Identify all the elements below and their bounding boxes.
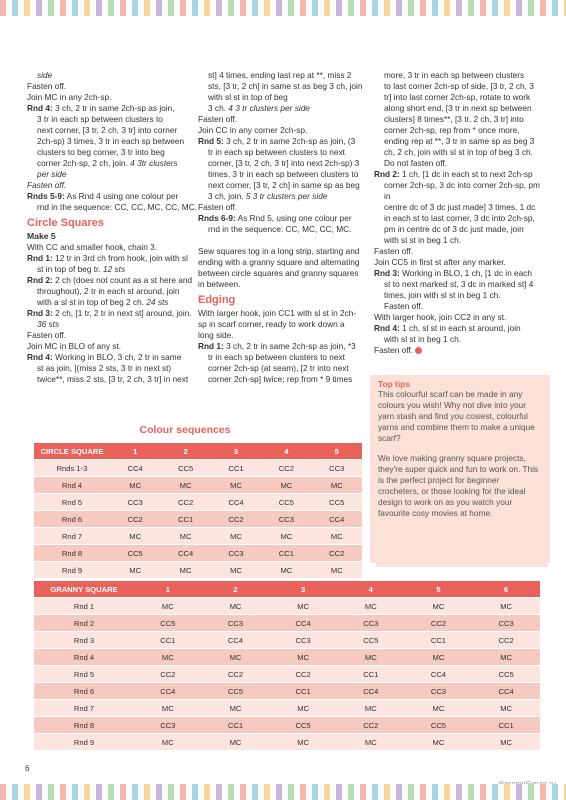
table-cell: MC — [337, 598, 405, 615]
text-line: Fasten off. — [198, 114, 238, 124]
text-line: corner 2ch-sp] twice; rep from * 9 times — [208, 374, 353, 384]
table-cell: CC5 — [261, 494, 311, 511]
table-cell: CC5 — [312, 494, 362, 511]
text-line: Fasten off. — [27, 180, 67, 190]
text-line: 36 sts — [37, 319, 60, 329]
text-line: Fasten off. — [27, 330, 67, 340]
subheading: Make 5 — [27, 231, 56, 241]
table-cell: CC2 — [312, 545, 362, 562]
table-cell: CC2 — [211, 511, 261, 528]
table-cell: MC — [337, 734, 405, 751]
text-line: times, join with sl st in beg 1 ch. — [384, 290, 501, 300]
table-cell: CC4 — [405, 666, 473, 683]
table-cell: CC3 — [312, 460, 362, 477]
row-label: Rnd 1 — [34, 598, 134, 615]
text-line: more, 3 tr in each sp between clusters — [384, 70, 525, 80]
table-cell: MC — [312, 562, 362, 579]
table-row — [34, 700, 540, 717]
table-cell: CC1 — [261, 545, 311, 562]
table-cell: CC5 — [405, 717, 473, 734]
text-line: Rnd 4: Working in BLO, 3 ch, 2 tr in same — [27, 352, 182, 362]
text-line: Fasten off. — [374, 345, 546, 356]
column-header: 2 — [160, 443, 210, 460]
text-line: centre dc of 3 dc just made] 3 times, 1 dc — [384, 202, 536, 212]
row-label: Rnd 9 — [34, 734, 134, 751]
table-cell: MC — [312, 477, 362, 494]
table-cell: CC2 — [160, 494, 210, 511]
table-cell: CC3 — [134, 717, 202, 734]
table-cell: MC — [202, 700, 270, 717]
table-row — [34, 562, 362, 579]
text-line: tr] into last corner 2ch-sp, rotate to work — [384, 92, 531, 102]
row-label: Rnds 1-3 — [34, 460, 110, 477]
table-cell: CC2 — [134, 666, 202, 683]
column-header: 2 — [202, 581, 270, 598]
table-cell: CC5 — [110, 545, 160, 562]
column-header: 5 — [405, 581, 473, 598]
text-line: ending with a granny square and alternating — [198, 257, 360, 267]
row-label: Rnd 6 — [34, 511, 110, 528]
text-line: with a sl st in top of beg 2 ch. 24 sts — [37, 297, 169, 307]
circle-square-table — [34, 443, 362, 578]
text-line: corner 2ch-sp, 2 ch, join. 4 3tr clusters — [37, 158, 178, 168]
table-cell: CC1 — [472, 717, 540, 734]
table-cell: CC2 — [110, 511, 160, 528]
row-label: Rnd 8 — [34, 717, 134, 734]
table-cell: CC3 — [269, 632, 337, 649]
table-cell: CC4 — [337, 683, 405, 700]
text-line: Rnd 4: 3 ch, 2 tr in same 2ch-sp as join, — [27, 103, 175, 113]
colour-sequences-title: Colour sequences — [139, 424, 231, 436]
table-cell: MC — [211, 477, 261, 494]
text-line: corner 2ch-sp, rep from * once more, — [384, 125, 520, 135]
table-cell: MC — [160, 477, 210, 494]
column-header: 4 — [261, 443, 311, 460]
table-cell: MC — [211, 528, 261, 545]
text-line: Join MC in any 2ch-sp. — [27, 92, 112, 102]
table-cell: MC — [312, 528, 362, 545]
text-line: Rnd 2: 1 ch, [1 dc in each st to next 2ch-sp — [374, 169, 533, 179]
table-cell: CC2 — [269, 666, 337, 683]
table-title-cell: CIRCLE SQUARE — [34, 443, 110, 460]
table-row — [34, 494, 362, 511]
text-line: with sl st in top of beg — [208, 92, 288, 102]
table-cell: CC3 — [337, 615, 405, 632]
text-line: sp in scarf corner, ready to work down a — [198, 319, 345, 329]
text-line: times, 3 tr in each sp between clusters to — [208, 169, 359, 179]
text-line: rnd in the sequence: CC, CC, MC, CC, MC. — [37, 202, 197, 212]
text-line: Join CC in any corner 2ch-sp. — [198, 125, 308, 135]
row-label: Rnd 4 — [34, 649, 134, 666]
table-cell: CC5 — [134, 615, 202, 632]
table-cell: MC — [261, 477, 311, 494]
text-line: pm in centre dc of 3 dc just made, join — [384, 224, 524, 234]
table-cell: CC5 — [337, 632, 405, 649]
table-cell: CC4 — [160, 545, 210, 562]
section-heading: Edging — [198, 294, 236, 306]
text-line: corner 2ch-sp, 3 dc into corner 2ch-sp, pm in — [384, 180, 540, 201]
table-cell: CC2 — [202, 666, 270, 683]
text-line: next corner, [3 tr, 2 ch, 3 tr] into corner — [37, 125, 178, 135]
table-cell: MC — [202, 649, 270, 666]
row-label: Rnd 3 — [34, 632, 134, 649]
text-line: Rnd 1: 12 tr in 3rd ch from hook, join with sl — [27, 253, 188, 263]
table-cell: CC4 — [202, 632, 270, 649]
text-line: twice**, miss 2 sts, [3 tr, 2 ch, 3 tr] in next — [37, 374, 189, 384]
text-line: 2ch-sp) 3 times, 3 tr in each sp between — [37, 136, 185, 146]
table-cell: CC2 — [337, 717, 405, 734]
table-cell: MC — [337, 649, 405, 666]
row-label: Rnd 5 — [34, 494, 110, 511]
text-line: sts, [3 tr, 2 ch] in same st as beg 3 ch, join — [208, 81, 363, 91]
row-label: Rnd 6 — [34, 683, 134, 700]
table-cell: CC5 — [472, 666, 540, 683]
table-cell: CC3 — [202, 615, 270, 632]
column-header: 5 — [312, 443, 362, 460]
text-line: rnd in the sequence: CC, MC, CC, MC. — [208, 224, 352, 234]
table-cell: MC — [134, 700, 202, 717]
table-cell: CC1 — [337, 666, 405, 683]
table-cell: MC — [134, 598, 202, 615]
table-cell: MC — [472, 734, 540, 751]
table-cell: CC2 — [261, 460, 311, 477]
text-line: in each st to last corner, 3 dc into 2ch-sp, — [384, 213, 535, 223]
text-line: per side — [37, 169, 67, 179]
table-cell: MC — [405, 700, 473, 717]
round-label: Rnd 4: — [27, 103, 53, 113]
text-line: Fasten off. — [27, 81, 67, 91]
row-label: Rnd 9 — [34, 562, 110, 579]
row-label: Rnd 7 — [34, 700, 134, 717]
text-line: ch, 2 ch, join with sl st in top of beg 3 ch. — [384, 147, 533, 157]
table-cell: MC — [269, 700, 337, 717]
table-cell: MC — [337, 700, 405, 717]
text-line: Rnd 3: Working in BLO, 1 ch, [1 dc in each — [374, 268, 533, 278]
table-cell: CC5 — [269, 717, 337, 734]
table-cell: CC5 — [160, 460, 210, 477]
table-cell: CC4 — [211, 494, 261, 511]
table-cell: MC — [472, 598, 540, 615]
table-cell: MC — [110, 477, 160, 494]
text-line: to last corner 2ch-sp of side, [3 tr, 2 ch, 3 — [384, 81, 534, 91]
table-cell: MC — [160, 562, 210, 579]
end-marker-icon — [415, 347, 422, 354]
table-cell: MC — [472, 700, 540, 717]
table-row — [34, 615, 540, 632]
table-cell: CC1 — [160, 511, 210, 528]
text-line: With CC and smaller hook, chain 3. — [27, 242, 158, 252]
table-cell: CC3 — [472, 615, 540, 632]
table-title-cell: GRANNY SQUARE — [34, 581, 134, 598]
table-cell: MC — [269, 734, 337, 751]
text-line: tr in each sp between clusters to next — [208, 352, 345, 362]
row-label: Rnd 2 — [34, 615, 134, 632]
table-cell: MC — [261, 528, 311, 545]
table-cell: MC — [202, 598, 270, 615]
row-label: Rnd 4 — [34, 477, 110, 494]
granny-square-table — [34, 581, 540, 750]
text-line: Join CC5 in first st after any marker. — [374, 257, 506, 267]
text-line: st in top of beg tr. 12 sts — [37, 264, 126, 274]
tips-paragraph: We love making granny square projects, they're super quick and fun to work on. This is the perfect project for beginner crocheters, or those looking for the ideal design to work on as you watch your favourite cosy movies at home. — [378, 453, 539, 518]
table-row — [34, 683, 540, 700]
table-cell: MC — [134, 734, 202, 751]
text-line: Rnd 5: 3 ch, 2 tr in same 2ch-sp as join, (3 — [198, 136, 356, 146]
text-line: Fasten off. — [384, 301, 424, 311]
text-line: Rnd 4: 1 ch, sl st in each st around, join — [374, 323, 521, 333]
table-cell: MC — [202, 734, 270, 751]
text-line: 3 ch, join. 5 3 tr clusters per side — [208, 191, 328, 201]
table-row — [34, 528, 362, 545]
table-cell: CC1 — [202, 717, 270, 734]
row-label: Rnd 8 — [34, 545, 110, 562]
table-cell: MC — [110, 562, 160, 579]
table-cell: CC1 — [269, 683, 337, 700]
text-line: st as join, [(miss 2 sts, 3 tr in next st) — [37, 363, 172, 373]
column-1 — [27, 70, 197, 385]
table-cell: MC — [269, 598, 337, 615]
table-row — [34, 477, 362, 494]
text-line: with sl st in beg 1 ch. — [384, 235, 462, 245]
table-cell: MC — [134, 649, 202, 666]
text-line: Fasten off. — [198, 202, 238, 212]
text-line: With larger hook, join CC1 with sl st in 2ch- — [198, 308, 357, 318]
column-header: 4 — [337, 581, 405, 598]
table-cell: MC — [269, 649, 337, 666]
text-line: 3 tr in each sp between clusters to — [37, 114, 163, 124]
text-line: throughout), 2 tr in each st around, join — [37, 286, 180, 296]
table-cell: CC1 — [134, 632, 202, 649]
table-row — [34, 598, 540, 615]
table-cell: MC — [110, 528, 160, 545]
text-line: st to next marked st, 3 dc in marked st] 4 — [384, 279, 534, 289]
text-line: Rnd 2: 2 ch (does not count as a st here and — [27, 275, 193, 285]
table-cell: CC4 — [134, 683, 202, 700]
table-cell: CC3 — [261, 511, 311, 528]
table-cell: CC4 — [269, 615, 337, 632]
text-line: corner 2ch-sp (at seam), [2 tr into next — [208, 363, 349, 373]
table-cell: MC — [160, 528, 210, 545]
column-header: 6 — [472, 581, 540, 598]
text-line: 3 ch. 4 3 tr clusters per side — [208, 103, 310, 113]
section-heading: Circle Squares — [27, 217, 105, 229]
text-line: in between. — [198, 279, 241, 289]
text-line: clusters to beg corner, 3 tr into beg — [37, 147, 165, 157]
text-line: clusters] 8 times**, [3 tr, 2 ch, 3 tr] into — [384, 114, 524, 124]
row-label: Rnd 7 — [34, 528, 110, 545]
text-line: Rnd 3: 2 ch, [1 tr, 2 tr in next st] around, join. — [27, 308, 192, 318]
table-row — [34, 511, 362, 528]
text-line: Rnds 6-9: As Rnd 5, using one colour per — [198, 213, 352, 223]
table-cell: CC3 — [110, 494, 160, 511]
column-2 — [198, 70, 370, 385]
table-row — [34, 460, 362, 477]
text-line: corner, [3 tr, 2 ch, 3 tr] into next 2ch-sp) 3 — [208, 158, 360, 168]
table-row — [34, 649, 540, 666]
column-header: 1 — [134, 581, 202, 598]
bottom-stripe-border — [0, 784, 566, 800]
column-header: 1 — [110, 443, 160, 460]
table-cell: CC1 — [211, 460, 261, 477]
text-line: side — [37, 70, 53, 80]
table-cell: MC — [405, 734, 473, 751]
table-cell: CC4 — [312, 511, 362, 528]
text-line: with sl st in beg 1 ch. — [384, 334, 462, 344]
table-row — [34, 545, 362, 562]
table-cell: MC — [405, 649, 473, 666]
text-line: Do not fasten off. — [384, 158, 448, 168]
table-cell: CC4 — [110, 460, 160, 477]
table-cell: CC5 — [202, 683, 270, 700]
text-line: st] 4 times, ending last rep at **, miss 2 — [208, 70, 352, 80]
text-line: Join MC in BLO of any st. — [27, 341, 122, 351]
text-line: With larger hook, join CC2 in any st. — [374, 312, 507, 322]
tips-heading: Top tips — [378, 379, 410, 389]
table-row — [34, 734, 540, 751]
table-cell: CC4 — [472, 683, 540, 700]
text-line: long side. — [198, 330, 234, 340]
table-row — [34, 666, 540, 683]
table-row — [34, 632, 540, 649]
column-header: 3 — [269, 581, 337, 598]
column-3 — [374, 70, 546, 356]
table-cell: CC3 — [405, 683, 473, 700]
text-line: Fasten off. — [374, 246, 414, 256]
table-cell: MC — [472, 649, 540, 666]
spacer — [198, 235, 370, 246]
text-line: Rnd 1: 3 ch, 2 tr in same 2ch-sp as join, *3 — [198, 341, 356, 351]
text-line: tr in each sp between clusters to next — [208, 147, 345, 157]
column-header: 3 — [211, 443, 261, 460]
table-row — [34, 717, 540, 734]
text-line: between circle squares and granny squares — [198, 268, 359, 278]
table-cell: CC3 — [211, 545, 261, 562]
text-line: along short end, [3 tr in next sp between — [384, 103, 532, 113]
top-stripe-border — [0, 0, 566, 16]
text-line: Rnds 5-9: As Rnd 4 using one colour per — [27, 191, 179, 201]
table-cell: MC — [261, 562, 311, 579]
tips-paragraph: This colourful scarf can be made in any colours you wish! Why not dive into your yarn stash and find you cosiest, colourful yarns and combine them to make a unique scarf? — [378, 389, 535, 443]
text-line: Sew squares tog in a long strip, starting and — [198, 246, 360, 256]
table-cell: CC1 — [405, 632, 473, 649]
table-cell: MC — [405, 598, 473, 615]
table-cell: CC2 — [472, 632, 540, 649]
top-tips-box — [376, 381, 548, 567]
table-cell: MC — [211, 562, 261, 579]
text-line: ending rep at **, 3 tr in same sp as beg 3 — [384, 136, 535, 146]
text-line: next corner, [3 tr, 2 ch] in same sp as beg — [208, 180, 360, 190]
table-cell: CC2 — [405, 615, 473, 632]
page-number: 6 — [25, 764, 30, 773]
row-label: Rnd 5 — [34, 666, 134, 683]
